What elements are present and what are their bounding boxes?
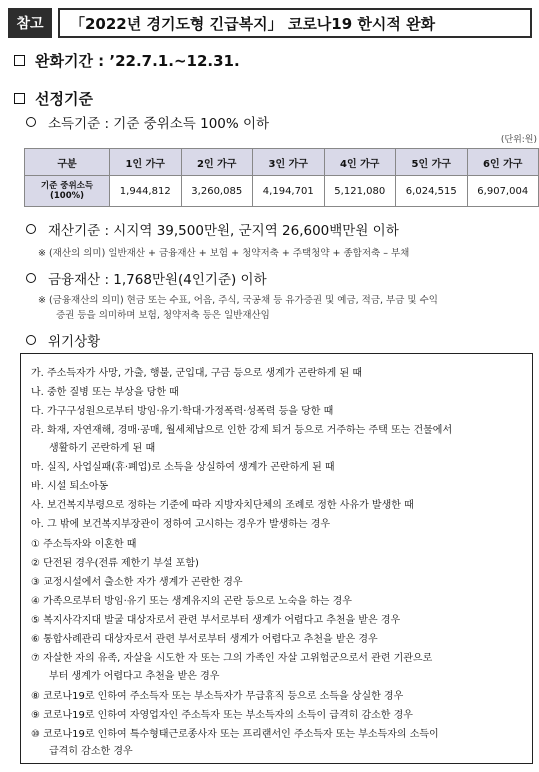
square-bullet-icon xyxy=(14,55,25,66)
property-criterion xyxy=(26,219,399,239)
table-header-cell: 4인 가구 xyxy=(324,149,396,176)
table-header-cell: 6인 가구 xyxy=(467,149,539,176)
list-item: 바. 시설 퇴소아동 xyxy=(31,481,109,492)
row-label-line: (100%) xyxy=(49,191,85,201)
row-label-line: 기준 중위소득 xyxy=(40,181,94,191)
property-note: ※ (재산의 의미) 일반재산 + 금융재산 + 보험 + 청약저축 + 주택청약 + 종합저축 – 부채 xyxy=(38,248,410,259)
crisis-heading: 위기상황 xyxy=(48,334,101,350)
criteria-heading-line xyxy=(14,88,93,109)
financial-criterion xyxy=(26,268,267,288)
list-item: ⑦ 자살한 자의 유족, 자살을 시도한 자 또는 그의 가족인 자살 고위험군으로서 관련 기관으로 xyxy=(31,653,433,664)
document-title: 「2022년 경기도형 긴급복지」 코로나19 한시적 완화 xyxy=(58,8,532,38)
list-item: 라. 화재, 자연재해, 경매·공매, 월세체납으로 인한 강제 퇴거 등으로 거주하는 주택 또는 건물에서 xyxy=(31,425,453,436)
table-header-cell: 2인 가구 xyxy=(181,149,253,176)
list-item: ⑧ 코로나19로 인하여 주소득자 또는 부소득자가 무급휴직 등으로 소득을 상실한 경우 xyxy=(31,691,404,702)
income-text: 소득기준 : 기준 중위소득 100% 이하 xyxy=(48,116,270,132)
table-header-cell: 5인 가구 xyxy=(396,149,468,176)
income-table xyxy=(24,148,539,207)
circle-bullet-icon xyxy=(26,273,36,283)
list-item: ⑨ 코로나19로 인하여 자영업자인 주소득자 또는 부소득자의 소득이 급격히 감소한 경우 xyxy=(31,710,413,721)
criteria-heading: 선정기준 xyxy=(35,90,93,108)
table-row xyxy=(25,176,539,207)
table-cell: 5,121,080 xyxy=(324,176,396,207)
list-item: 가. 주소득자가 사망, 가출, 행불, 군입대, 구금 등으로 생계가 곤란하게 된 때 xyxy=(31,368,362,379)
period-line xyxy=(14,50,240,71)
table-cell: 4,194,701 xyxy=(253,176,325,207)
financial-note-line-2: 증권 등을 의미하며 보험, 청약저축 등은 일반재산임 xyxy=(56,310,270,321)
list-item: ① 주소득자와 이혼한 때 xyxy=(31,539,137,550)
list-item: ⑩ 코로나19로 인하여 특수형태근로종사자 또는 프리랜서인 주소득자 또는 부소득자의 소득이 xyxy=(31,729,439,740)
circle-bullet-icon xyxy=(26,224,36,234)
table-header-cell: 3인 가구 xyxy=(253,149,325,176)
circle-bullet-icon xyxy=(26,117,36,127)
list-item: 다. 가구구성원으로부터 방임·유기·학대·가정폭력·성폭력 등을 당한 때 xyxy=(31,406,334,417)
header xyxy=(8,8,532,38)
list-item: ③ 교정시설에서 출소한 자가 생계가 곤란한 경우 xyxy=(31,577,243,588)
table-cell: 6,024,515 xyxy=(396,176,468,207)
table-header-cell: 1인 가구 xyxy=(110,149,182,176)
list-item: 아. 그 밖에 보건복지부장관이 정하여 고시하는 경우가 발생하는 경우 xyxy=(31,519,331,530)
list-item-continuation: 부터 생계가 어렵다고 추천을 받은 경우 xyxy=(49,671,220,682)
list-item-continuation: 급격히 감소한 경우 xyxy=(49,746,133,757)
list-item-continuation: 생활하기 곤란하게 된 때 xyxy=(49,443,156,454)
list-item: 나. 중한 질병 또는 부상을 당한 때 xyxy=(31,387,179,398)
period-text: 완화기간 : ’22.7.1.~12.31. xyxy=(35,52,240,70)
list-item: 마. 실직, 사업실패(휴·폐업)로 소득을 상실하여 생계가 곤란하게 된 때 xyxy=(31,462,335,473)
crisis-box xyxy=(20,353,533,764)
list-item: 사. 보건복지부령으로 정하는 기준에 따라 지방자치단체의 조례로 정한 사유가 발생한 때 xyxy=(31,500,414,511)
financial-note-line-1: ※ (금융재산의 의미) 현금 또는 수표, 어음, 주식, 국공채 등 유가증권 및 예금, 적금, 부금 및 수익 xyxy=(38,295,438,306)
list-item: ④ 가족으로부터 방임·유기 또는 생계유지의 곤란 등으로 노숙을 하는 경우 xyxy=(31,596,352,607)
table-cell: 3,260,085 xyxy=(181,176,253,207)
table-cell: 1,944,812 xyxy=(110,176,182,207)
reference-tag: 참고 xyxy=(8,8,52,38)
property-text: 재산기준 : 시지역 39,500만원, 군지역 26,600백만원 이하 xyxy=(48,223,399,239)
circle-bullet-icon xyxy=(26,335,36,345)
list-item: ⑥ 통합사례관리 대상자로서 관련 부서로부터 생계가 어렵다고 추천을 받은 경우 xyxy=(31,634,378,645)
table-header-row xyxy=(25,149,539,176)
list-item: ② 단전된 경우(전류 제한기 부설 포함) xyxy=(31,558,199,569)
financial-text: 금융재산 : 1,768만원(4인기준) 이하 xyxy=(48,272,267,288)
crisis-heading-line xyxy=(26,330,100,350)
income-criterion xyxy=(26,112,269,132)
unit-label: (단위:원) xyxy=(500,135,537,145)
list-item: ⑤ 복지사각지대 발굴 대상자로서 관련 부서로부터 생계가 어렵다고 추천을 받은 경우 xyxy=(31,615,401,626)
table-header-cell: 구분 xyxy=(25,149,110,176)
table-cell: 6,907,004 xyxy=(467,176,539,207)
table-row-label xyxy=(25,176,110,207)
square-bullet-icon xyxy=(14,93,25,104)
